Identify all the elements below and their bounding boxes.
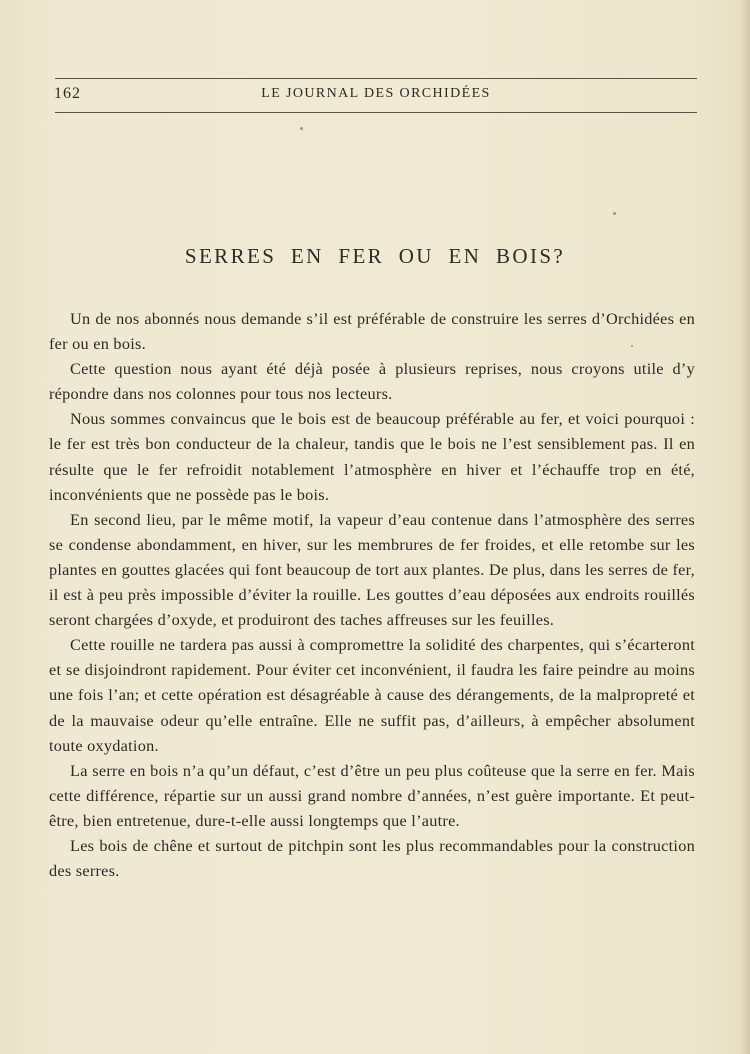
- paper-speck: [613, 212, 616, 215]
- paper-speck: [300, 127, 303, 130]
- paragraph: En second lieu, par le même motif, la vapeur d’eau contenue dans l’atmosphère des serres se condense abondamment, en hiver, sur les membrures de fer froides, et elle retombe sur les plantes en gouttes glacées qui font beaucoup de tort aux plantes. De plus, dans les serres de fer, il est à peu près impossible d’éviter la rouille. Les gouttes d’eau déposées aux endroits rouillés seront chargées d’oxyde, et produiront des taches affreuses sur les feuilles.: [49, 509, 695, 630]
- paragraph: Les bois de chêne et surtout de pitchpin sont les plus recommandables pour la construction des serres.: [49, 835, 695, 881]
- header-rule-bottom: [55, 112, 697, 113]
- page-number: 162: [54, 85, 81, 102]
- paragraph: Cette question nous ayant été déjà posée à plusieurs reprises, nous croyons utile d’y répondre dans nos colonnes pour tous nos lecteurs.: [49, 359, 695, 404]
- paper-speck: [631, 345, 633, 347]
- header-rule-top: [55, 78, 697, 79]
- paragraph: Cette rouille ne tardera pas aussi à compromettre la solidité des charpentes, qui s’écarteront et se disjoindront rapidement. Pour éviter cet inconvénient, il faudra les faire peindre au moins une fois l’an; et cette opération est désagréable à cause des dérangements, de la malpropreté et de la mauvaise odeur qu’elle entraîne. Elle ne suffit pas, d’ailleurs, à empêcher absolument toute oxydation.: [49, 635, 695, 755]
- article-body: [49, 306, 695, 883]
- paragraph: Nous sommes convaincus que le bois est de beaucoup préférable au fer, et voici pourquoi : le fer est très bon conducteur de la chaleur, tandis que le bois ne l’est sensiblement pas. Il en résulte que le fer refroidit notablement l’atmosphère en hiver et l’échauffe trop en été, inconvénients que ne possède pas le bois.: [49, 409, 695, 504]
- page-edge-shadow: [740, 0, 750, 1054]
- paragraph: La serre en bois n’a qu’un défaut, c’est d’être un peu plus coûteuse que la serre en fer. Mais cette différence, répartie sur un aussi grand nombre d’années, n’est guère importante. Et peut-être, bien entretenue, dure-t-elle aussi longtemps que l’autre.: [49, 760, 695, 830]
- article-title: SERRES EN FER OU EN BOIS?: [184, 244, 566, 268]
- paragraph: Un de nos abonnés nous demande s’il est préférable de construire les serres d’Orchidées en fer ou en bois.: [49, 309, 695, 354]
- running-title: LE JOURNAL DES ORCHIDÉES: [261, 86, 491, 101]
